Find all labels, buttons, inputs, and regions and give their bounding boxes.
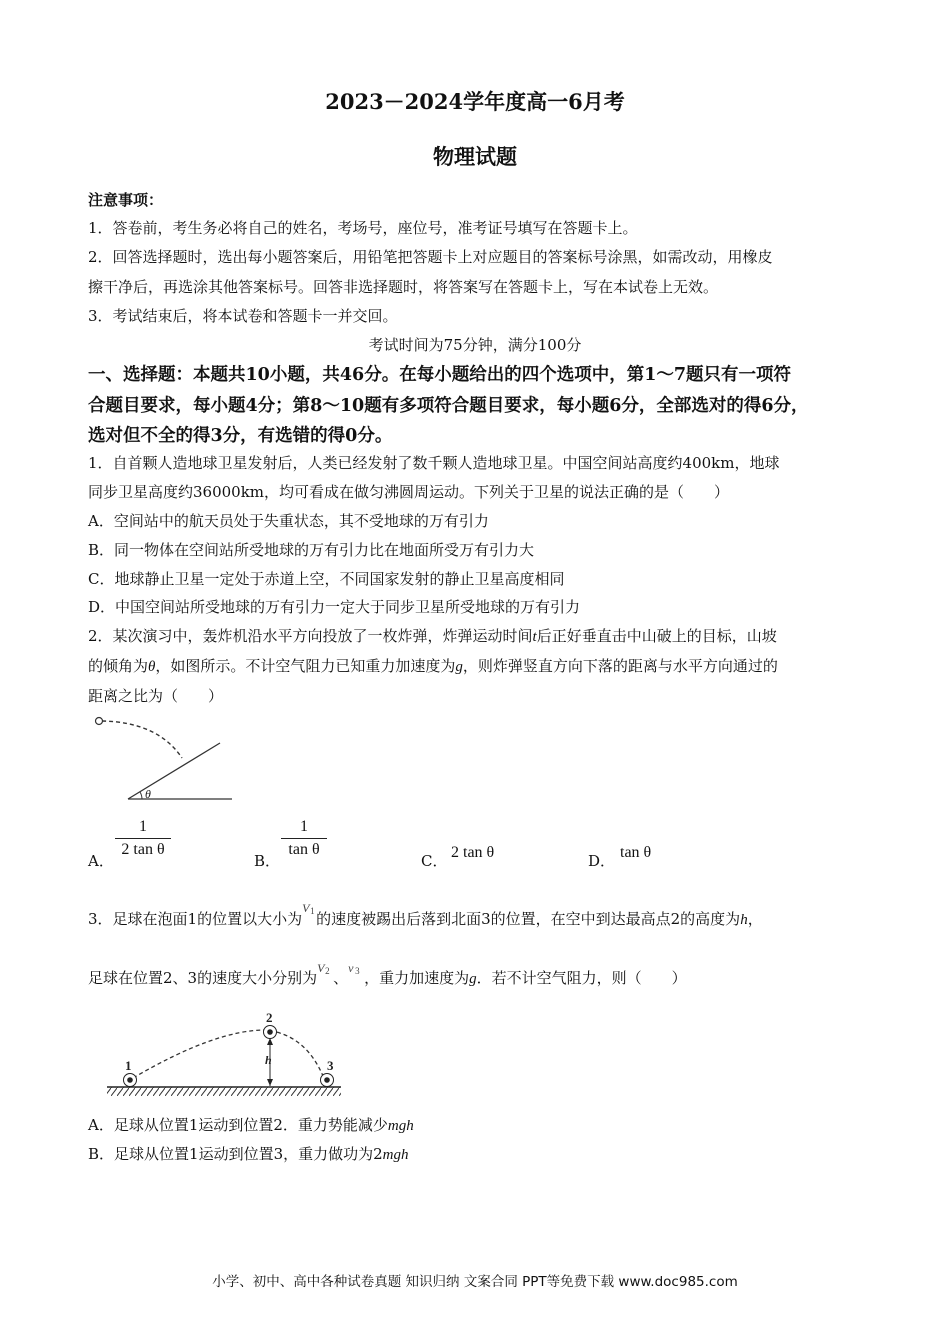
q2-stem-text-5: ，则炸弹竖直方向下落的距离与水平方向通过的 [462,657,778,675]
ball-trajectory [133,1030,323,1078]
q3-v2-symbol: V 2 [317,961,330,976]
q3-option-a [88,1114,414,1135]
height-arrow-down [267,1079,273,1086]
q3-option-a-math: mgh [387,1118,414,1134]
q2-stem-line-2 [88,655,778,676]
q2-option-d-label: D． [588,852,616,870]
q3-option-b-math: mgh [382,1147,409,1163]
q3-stem-text-6: ．若不计空气阻力，则（ ） [476,969,687,987]
q1-option-d: D．中国空间站所受地球的万有引力一定大于同步卫星所受地球的万有引力 [88,598,581,616]
q1-stem-line-1: 1．自首颗人造地球卫星发射后，人类已经发射了数千颗人造地球卫星。中国空间站高度约400km，地球 [88,454,780,472]
q2-option-c-value: 2 tan θ [451,844,495,861]
height-arrow-up [267,1038,273,1045]
q3-separator: 、 [333,969,349,987]
q2-figure-bomb-slope [88,712,248,804]
q3-stem-text-2: 的速度被踢出后落到北面3的位置，在空中到达最高点2的高度为 [316,910,741,928]
q1-stem-line-2: 同步卫星高度约36000km，均可看成在做匀沸圆周运动。下列关于卫星的说法正确的是（ ） [88,483,730,501]
q2-stem-text-2: 后正好垂直击中山破上的目标，山坡 [536,627,777,645]
slope-line [128,743,220,799]
position-1-label: 1 [125,1058,132,1073]
q3-option-b [88,1143,409,1164]
q2-option-a-denominator: 2 tan θ [121,841,165,858]
notice-item-2: 2．回答选择题时，选出每小题答案后，用铅笔把答题卡上对应题目的答案标号涂黑，如需改动，用橡皮 [88,248,773,266]
q3-stem-line-1 [88,901,763,929]
notice-item-1: 1．答卷前，考生务必将自己的姓名，考场号，座位号，准考证号填写在答题卡上。 [88,219,638,237]
q2-option-c-label: C． [421,852,448,870]
q3-v1-symbol: V 1 [302,901,315,916]
q3-var-g: g [469,971,477,987]
q1-option-b: B．同一物体在空间站所受地球的万有引力比在地面所受万有引力大 [88,541,535,559]
bomber-release-point [96,718,103,725]
q3-stem-line-2 [88,961,687,988]
q3-stem-text-5: ，重力加速度为 [364,969,470,987]
position-2-label: 2 [266,1010,273,1025]
q3-stem-text-3: ， [747,910,763,928]
exam-subtitle: 物理试题 [433,144,517,169]
ground-hatch [107,1087,341,1096]
page-footer: 小学、初中、高中各种试卷真题 知识归纳 文案合同 PPT等免费下载 www.doc985.com [212,1274,738,1290]
q3-stem-text-4: 足球在位置2、3的速度大小分别为 [88,969,318,987]
ball-position-2 [264,1026,277,1039]
q2-option-d-value: tan θ [620,844,652,861]
exam-title: 2023－2024学年度高一6月考 [325,89,625,114]
q3-v3-symbol: v 3 [348,961,360,976]
q2-var-g: g [455,659,463,675]
section-1-header-line-3: 选对但不全的得3分，有选错的得0分。 [88,426,393,446]
ball-position-3 [321,1074,334,1087]
ball-position-1 [124,1074,137,1087]
q2-stem-text-3: 的倾角为 [88,657,149,675]
q2-option-b-fraction [281,818,327,859]
q3-var-h: h [740,912,748,928]
q2-option-b-numerator: 1 [300,818,308,835]
fraction-bar [115,838,171,839]
q2-var-theta: θ [148,659,156,675]
q2-option-b-denominator: tan θ [288,841,320,858]
q3-figure-football-trajectory [105,1008,345,1098]
q2-stem-text-1: 2．某次演习中，轰炸机沿水平方向投放了一枚炸弹，炸弹运动时间 [88,627,533,645]
height-h-label: h [265,1053,272,1067]
q2-stem-text-4: ，如图所示。不计空气阻力已知重力加速度为 [155,657,456,675]
angle-arc [140,792,142,799]
notice-item-2-cont: 擦干净后，再选涂其他答案标号。回答非选择题时，将答案写在答题卡上，写在本试卷上无效。 [88,278,719,296]
section-1-header-line-2: 合题目要求，每小题4分；第8～10题有多项符合题目要求，每小题6分，全部选对的得6分， [88,396,809,416]
q1-option-a: A．空间站中的航天员处于失重状态，其不受地球的万有引力 [88,512,489,530]
q3-option-b-text: B．足球从位置1运动到位置3，重力做功为2 [88,1145,383,1163]
q2-option-a-label: A． [88,852,114,870]
q2-stem-line-1 [88,625,777,646]
q3-option-a-text: A．足球从位置1运动到位置2．重力势能减少 [88,1116,388,1134]
q2-option-b-label: B． [254,852,281,870]
q2-var-t: t [532,629,537,645]
section-1-header-line-1: 一、选择题：本题共10小题，共46分。在每小题给出的四个选项中，第1～7题只有一项符 [88,365,792,385]
angle-theta-label: θ [145,787,151,801]
position-3-label: 3 [327,1058,334,1073]
fraction-bar [281,838,327,839]
q1-option-c: C．地球静止卫星一定处于赤道上空，不同国家发射的静止卫星高度相同 [88,570,565,588]
q3-stem-text-1: 3．足球在泡面1的位置以大小为 [88,910,303,928]
bomb-trajectory [102,721,182,758]
q2-stem-line-3: 距离之比为（ ） [88,687,224,705]
q2-option-a-fraction [115,818,171,859]
exam-time-info: 考试时间为75分钟，满分100分 [368,336,582,354]
q2-option-a-numerator: 1 [139,818,147,835]
notice-heading: 注意事项： [88,191,164,209]
notice-item-3: 3．考试结束后，将本试卷和答题卡一并交回。 [88,307,398,325]
